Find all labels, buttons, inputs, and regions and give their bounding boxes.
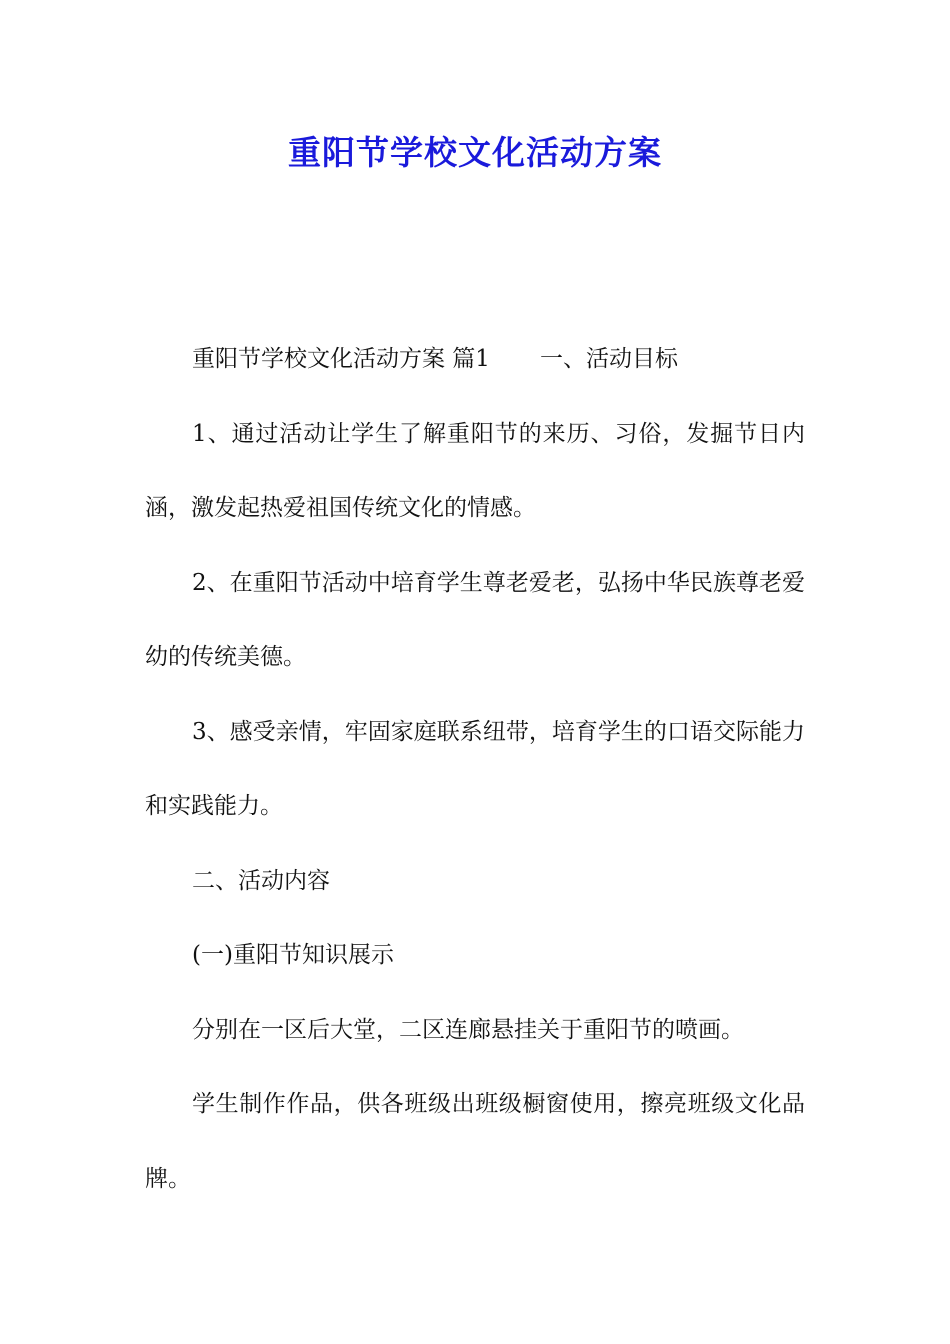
paragraph: 学生制作作品，供各班级出班级橱窗使用，擦亮班级文化品牌。 bbox=[145, 1091, 805, 1192]
document-body bbox=[145, 322, 805, 1216]
paragraph: 分别在一区后大堂，二区连廊悬挂关于重阳节的喷画。 bbox=[192, 1016, 744, 1043]
paragraph: (一)重阳节知识展示 bbox=[192, 942, 394, 968]
paragraph-heading-line bbox=[145, 322, 805, 397]
paragraph: 3、感受亲情，牢固家庭联系纽带，培育学生的口语交际能力和实践能力。 bbox=[145, 718, 805, 819]
paragraph: 1、通过活动让学生了解重阳节的来历、习俗，发掘节日内涵，激发起热爱祖国传统文化的情感。 bbox=[145, 420, 805, 521]
document-title: 重阳节学校文化活动方案 bbox=[288, 133, 662, 172]
section-label: 重阳节学校文化活动方案 篇1 bbox=[192, 346, 490, 372]
paragraph: 2、在重阳节活动中培育学生尊老爱老，弘扬中华民族尊老爱幼的传统美德。 bbox=[145, 569, 805, 670]
paragraph: 二、活动内容 bbox=[192, 867, 330, 894]
section-heading: 一、活动目标 bbox=[539, 346, 678, 372]
